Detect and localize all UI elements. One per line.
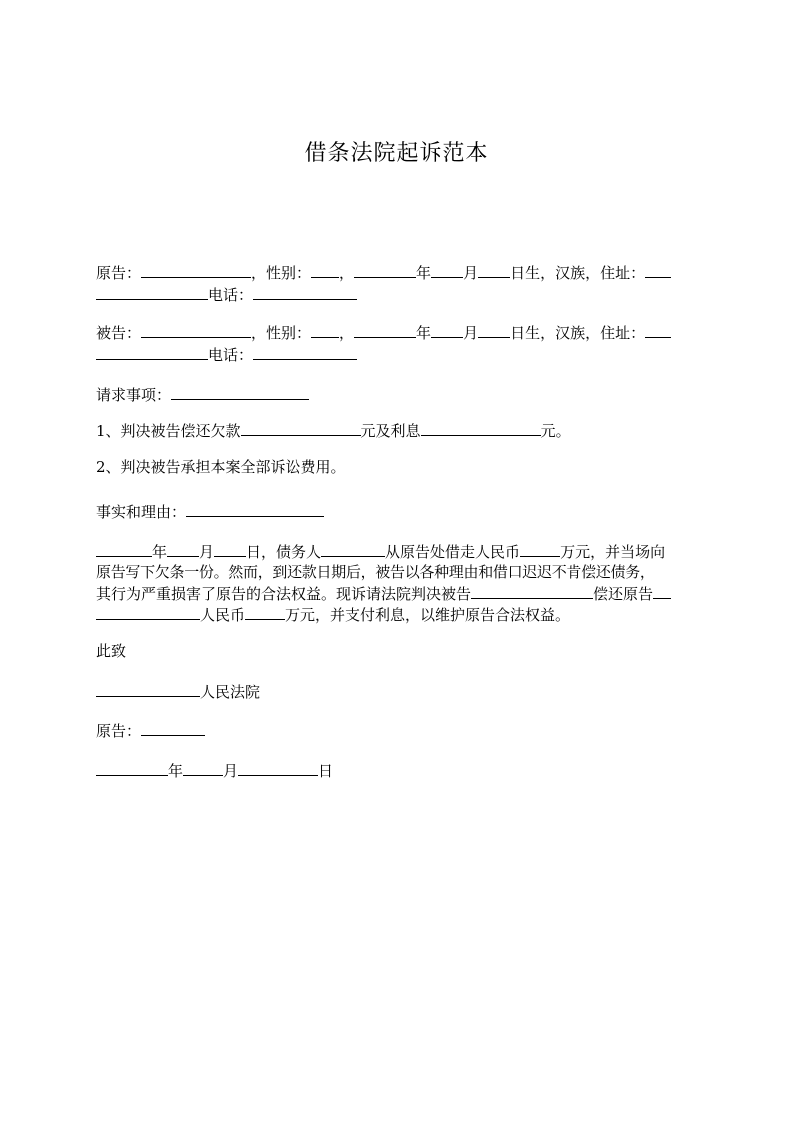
facts-text-l2: 原告写下欠条一份。然而，到还款日期后，被告以各种理由和借口迟迟不肯偿还债务， [96,563,655,581]
plaintiff-year-label: 年 [416,264,432,282]
claim-1-interest-blank [421,420,541,436]
closing-court: 人民法院 [200,683,261,701]
facts-year-blank [96,541,152,557]
defendant-month-label: 月 [463,324,479,342]
facts-line-2 [96,562,655,582]
plaintiff-comma: ， [339,264,355,282]
facts-amount-blank-2 [245,604,285,620]
defendant-line-2 [96,344,357,364]
facts-text-l4b: 万元，并支付利息，以维护原告合法权益。 [285,606,571,624]
facts-month-blank [167,541,199,557]
plaintiff-gender-label: ，性别： [251,264,312,282]
facts-line-4 [96,604,570,624]
claim-1-text-b: 元及利息 [360,422,421,440]
claim-1-text-c: 元。 [540,422,571,440]
plaintiff-line-1 [96,262,671,282]
plaintiff-phone-label: 电话： [208,286,254,304]
facts-heading-blank [186,501,324,517]
facts-plaintiff-blank [653,583,671,599]
closing-year-blank [96,760,168,776]
facts-text-l3a: 其行为严重损害了原告的合法权益。现诉请法院判决被告 [96,585,472,603]
facts-line-3 [96,583,671,603]
facts-text-c: 万元，并当场向 [560,543,666,561]
defendant-phone-blank [253,344,357,360]
defendant-gender-blank [311,322,339,338]
defendant-phone-label: 电话： [208,346,254,364]
plaintiff-address-blank-2 [96,284,208,300]
claim-1-amount-blank [241,420,361,436]
document-title: 借条法院起诉范本 [304,141,489,166]
claim-item-2 [96,457,346,477]
defendant-month-blank [431,322,463,338]
facts-text-l4a: 人民币 [200,606,246,624]
facts-heading-line [96,501,324,521]
closing-respect-line [96,641,126,661]
closing-plaintiff-line [96,720,205,740]
closing-day-blank [238,760,318,776]
closing-respect: 此致 [96,642,127,660]
closing-month-blank [183,760,223,776]
facts-text-b: 从原告处借走人民币 [385,543,521,561]
court-name-blank [96,681,200,697]
claim-item-1 [96,420,571,440]
facts-amount-blank [520,541,560,557]
plaintiff-day-blank [478,262,510,278]
defendant-comma: ， [339,324,355,342]
plaintiff-label: 原告： [96,264,142,282]
facts-line-1 [96,541,665,561]
claims-heading: 请求事项： [96,386,172,404]
defendant-address-blank [645,322,671,338]
closing-day-label: 日 [318,762,334,780]
plaintiff-gender-blank [311,262,339,278]
defendant-year-blank [354,322,416,338]
defendant-address-blank-2 [96,344,208,360]
plaintiff-line-2 [96,284,357,304]
plaintiff-address-blank [645,262,671,278]
claim-1-text-a: 1、判决被告偿还欠款 [96,422,241,440]
claims-heading-line [96,384,309,404]
defendant-gender-label: ，性别： [251,324,312,342]
closing-court-line [96,681,260,701]
defendant-line-1 [96,322,671,342]
claims-heading-blank [171,384,309,400]
closing-plaintiff-blank [141,720,205,736]
claim-2-text: 2、判决被告承担本案全部诉讼费用。 [96,458,346,476]
plaintiff-month-blank [431,262,463,278]
plaintiff-phone-blank [253,284,357,300]
facts-plaintiff-blank-2 [96,604,200,620]
closing-date-line [96,760,333,780]
facts-heading: 事实和理由： [96,503,187,521]
closing-month-label: 月 [223,762,239,780]
defendant-year-label: 年 [416,324,432,342]
plaintiff-name-blank [141,262,251,278]
defendant-day-label: 日生，汉族，住址： [510,324,646,342]
plaintiff-day-label: 日生，汉族，住址： [510,264,646,282]
plaintiff-month-label: 月 [463,264,479,282]
defendant-label: 被告： [96,324,142,342]
defendant-day-blank [478,322,510,338]
facts-defendant-blank [471,583,593,599]
facts-text-l3b: 偿还原告 [593,585,654,603]
plaintiff-year-blank [354,262,416,278]
facts-debtor-blank [321,541,385,557]
closing-year-label: 年 [168,762,184,780]
closing-plaintiff-label: 原告： [96,722,142,740]
facts-month-label: 月 [199,543,215,561]
facts-year-label: 年 [152,543,168,561]
defendant-name-blank [141,322,251,338]
facts-day-label: 日，债务人 [246,543,322,561]
facts-day-blank [214,541,246,557]
